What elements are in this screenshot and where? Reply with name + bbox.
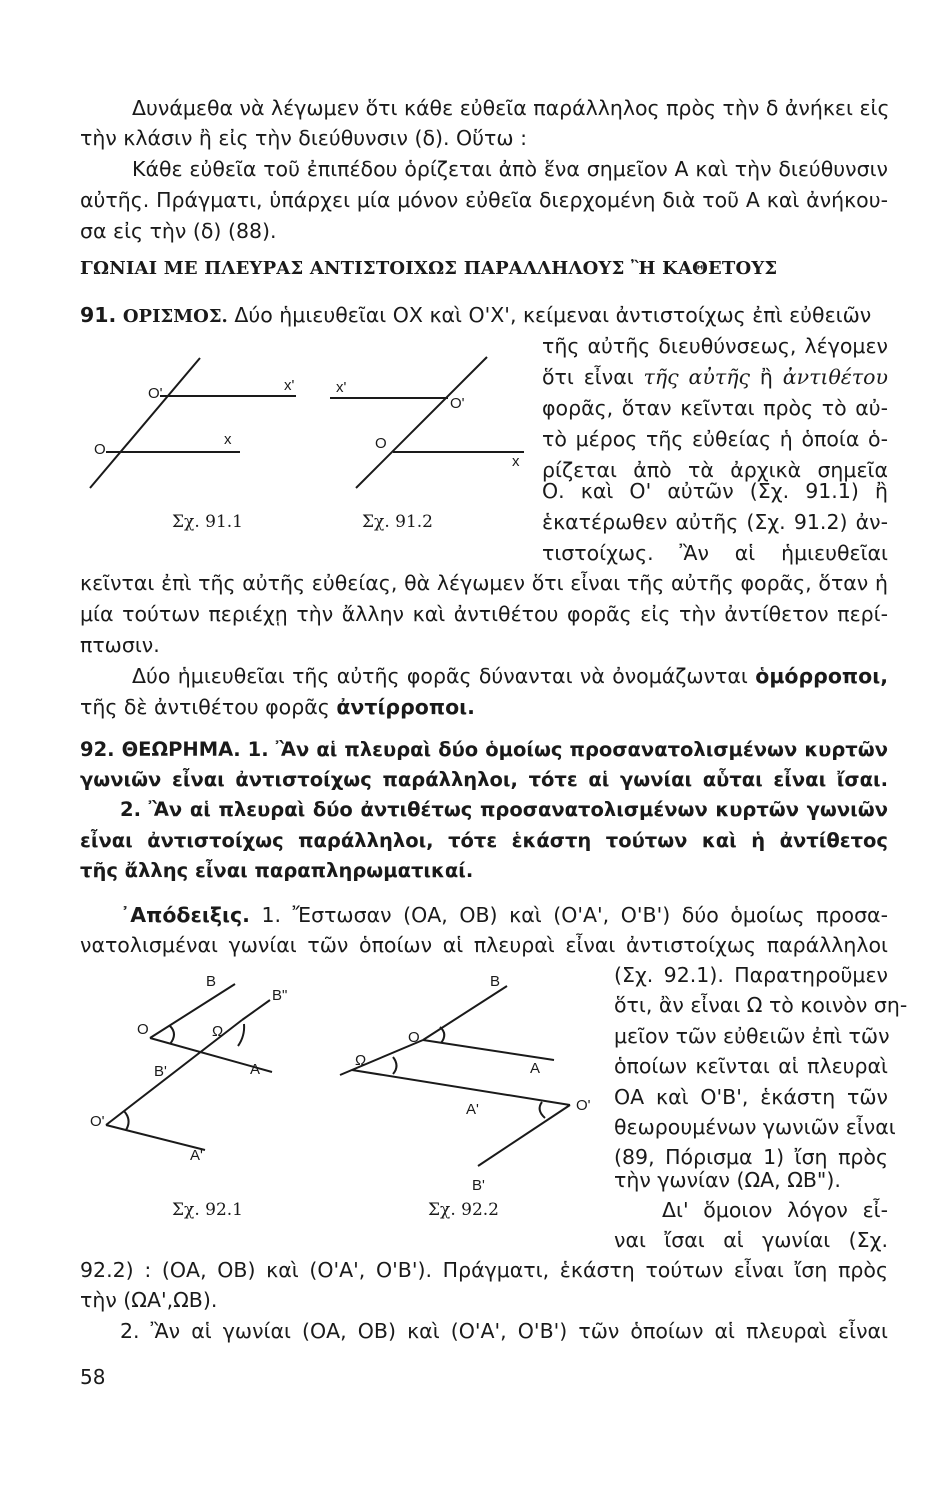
proof-line-1-text: 1. Ἔστωσαν (ΟΑ, ΟΒ) καὶ (Ο'Α', Ο'Β') δύο ὁμοίως προσα- [261, 903, 888, 927]
def91-number: 91. [80, 303, 117, 327]
figure-92-1 [106, 984, 272, 1150]
def91-right-8: τιστοίχως. Ἂν αἱ ἡμιευθεῖαι [542, 541, 888, 565]
def91-r2-same: τῆς αὐτῆς [643, 365, 750, 389]
intro-line-4: αὐτῆς. Πράγματι, ὑπάρχει μία μόνον εὐθεῖα διερχομένη διὰ τοῦ Α καὶ ἀνήκου- [80, 188, 888, 212]
proof-label: ᾿Απόδειξις. [120, 903, 250, 927]
def91-r2-opposite: ἀντιθέτου [782, 365, 888, 389]
fig92-2-label-B: B [490, 973, 501, 990]
def91-full-1: κεῖνται ἐπὶ τῆς αὐτῆς εὐθείας, θὰ λέγωμεν ὅτι εἶναι τῆς αὐτῆς φορᾶς, ὅταν ἡ [80, 571, 888, 595]
fig92-2-caption: Σχ. 92.2 [428, 1200, 499, 1220]
fig92-1-caption: Σχ. 92.1 [172, 1200, 243, 1220]
def91-right-6: Ο. καὶ Ο' αὐτῶν (Σχ. 91.1) ἢ [542, 479, 888, 503]
proof-line-2: νατολισμέναι γωνίαι τῶν ὁποίων αἱ πλευραὶ εἶναι ἀντιστοίχως παράλληλοι [80, 933, 888, 957]
fig92-1-label-Aprime: A' [190, 1147, 203, 1164]
proof-right-7: (89, Πόρισμα 1) ἴση πρὸς [614, 1145, 888, 1169]
proof-line-1 [120, 902, 888, 928]
intro-line-1: Δυνάμεθα νὰ λέγωμεν ὅτι κάθε εὐθεῖα παράλληλος πρὸς τὴν δ ἀνήκει εἰς [132, 96, 890, 120]
fig92-2-ray-OB [423, 986, 507, 1040]
fig91-1-label-xprime: x' [284, 377, 295, 394]
def91-label: ΟΡΙΣΜΟΣ. [122, 306, 228, 327]
figure-91-2 [330, 357, 524, 488]
def91-right-7: ἑκατέρωθεν αὐτῆς (Σχ. 91.2) ἀν- [542, 510, 888, 534]
proof-full-3: 2. Ἂν αἱ γωνίαι (ΟΑ, ΟΒ) καὶ (Ο'Α', Ο'Β') τῶν ὁποίων αἱ πλευραὶ εἶναι [120, 1319, 888, 1343]
term-homorropoi: ὁμόρροποι, [755, 664, 888, 688]
fig91-1-label-oprime: O' [148, 385, 163, 402]
fig92-1-label-Bdbl: B" [272, 987, 288, 1004]
proof-full-2: τὴν (ΩΑ',ΩΒ). [80, 1288, 218, 1312]
fig92-1-ray-omega-Bdbl [242, 1000, 270, 1020]
fig92-1-arc-O [170, 1026, 174, 1044]
thm92-line-5: τῆς ἄλλης εἶναι παραπληρωματικαί. [80, 859, 474, 882]
page-number: 58 [80, 1365, 106, 1389]
proof-right-2: ὅτι, ἂν εἶναι Ω τὸ κοινὸν ση- [614, 993, 908, 1017]
fig92-1-arc-omega [238, 1024, 244, 1046]
proof-right-10: ναι ἴσαι αἱ γωνίαι (Σχ. [614, 1228, 888, 1252]
fig92-2-ray-OA [423, 1040, 554, 1060]
def91-right-3: φορᾶς, ὅταν κεῖνται πρὸς τὸ αὐ- [542, 396, 888, 420]
fig92-1-label-omega: Ω [212, 1023, 224, 1040]
proof-right-1: (Σχ. 92.1). Παρατηροῦμεν [614, 963, 888, 987]
def91-para-1-text: Δύο ἡμιευθεῖαι τῆς αὐτῆς φορᾶς δύνανται νὰ ὀνομάζωνται [132, 664, 748, 688]
fig92-1-label-Oprime: O' [90, 1113, 105, 1130]
fig92-1-arc-Oprime [124, 1111, 129, 1130]
fig92-1-label-Bprime: B' [154, 1063, 167, 1080]
fig92-2-label-omega: Ω [355, 1052, 367, 1069]
fig91-2-transversal [356, 357, 487, 488]
fig91-2-label-oprime: O' [450, 395, 465, 412]
def91-r2-or: ἢ [759, 365, 773, 389]
def91-right-1: τῆς αὐτῆς διευθύνσεως, λέγομεν [542, 334, 888, 358]
fig92-1-label-O: O [137, 1021, 149, 1038]
proof-full-1: 92.2) : (ΟΑ, ΟΒ) καὶ (Ο'Α', Ο'Β'). Πράγματι, ἑκάστη τούτων εἶναι ἴση πρὸς [80, 1258, 888, 1282]
term-antirropoi: ἀντίρροποι. [336, 695, 475, 719]
thm92-line-3: 2. Ἂν αἱ πλευραὶ δύο ἀντιθέτως προσανατολισμένων κυρτῶν γωνιῶν [120, 798, 888, 821]
fig91-2-label-o: O [375, 435, 387, 452]
intro-line-5: σα εἰς τὴν (δ) (88). [80, 219, 277, 243]
fig92-2-label-Aprime: A' [466, 1101, 479, 1118]
fig92-2-arc-Oprime [540, 1102, 545, 1118]
proof-right-4: ὁποίων κεῖνται αἱ πλευραὶ [614, 1054, 888, 1078]
def91-full-2: μία τούτων περιέχῃ τὴν ἄλλην καὶ ἀντιθέτου φορᾶς εἰς τὴν ἀντίθετον περί- [80, 602, 888, 626]
def91-right-4: τὸ μέρος τῆς εὐθείας ἡ ὁποία ὁ- [542, 427, 888, 451]
fig92-1-label-B: B [206, 973, 217, 990]
figure-91-1 [90, 358, 296, 488]
fig91-1-label-x: x [224, 431, 232, 448]
fig92-2-ray-OprimeBprime [478, 1105, 570, 1166]
proof-right-6: θεωρουμένων γωνιῶν εἶναι [614, 1115, 896, 1139]
def91-r2-text: ὅτι εἶναι [542, 365, 634, 389]
fig91-1-caption: Σχ. 91.1 [172, 512, 243, 532]
fig91-1-transversal [90, 358, 200, 488]
fig92-2-label-Bprime: B' [472, 1177, 485, 1194]
fig92-1-label-A: A [250, 1061, 261, 1078]
def91-para-2-text: τῆς δὲ ἀντιθέτου φορᾶς [80, 695, 330, 719]
fig92-2-label-A: A [530, 1060, 541, 1077]
fig91-2-label-x: x [512, 453, 520, 470]
proof-right-5: ΟΑ καὶ Ο'Β', ἑκάστη τῶν [614, 1085, 888, 1109]
thm92-line-4: εἶναι ἀντιστοίχως παράλληλοι, τότε ἑκάστη τούτων καὶ ἡ ἀντίθετος [80, 829, 888, 852]
fig92-2-label-O: O [408, 1029, 420, 1046]
def91-full-3: πτωσιν. [80, 633, 160, 657]
thm92-line-2: γωνιῶν εἶναι ἀντιστοίχως παράλληλοι, τότε αἱ γωνίαι αὗται εἶναι ἴσαι. [80, 768, 888, 791]
intro-line-2: τὴν κλάσιν ἢ εἰς τὴν διεύθυνσιν (δ). Οὕτω : [80, 126, 527, 150]
fig92-2-label-Oprime: O' [576, 1097, 591, 1114]
thm92-line-1: 92. ΘΕΩΡΗΜΑ. 1. Ἂν αἱ πλευραὶ δύο ὁμοίως προσανατολισμένων κυρτῶν [80, 738, 888, 761]
fig91-2-label-xprime: x' [336, 379, 347, 396]
proof-right-9: Δι' ὅμοιον λόγον εἶ- [662, 1198, 888, 1222]
fig91-1-label-o: O [94, 441, 106, 458]
proof-right-8: τὴν γωνίαν (ΩΑ, ΩΒ"). [614, 1168, 841, 1192]
intro-line-3: Κάθε εὐθεῖα τοῦ ἐπιπέδου ὁρίζεται ἀπὸ ἕνα σημεῖον Α καὶ τὴν διεύθυνσιν [132, 157, 888, 181]
fig92-2-arc-omega [393, 1057, 397, 1074]
fig91-2-caption: Σχ. 91.2 [362, 512, 433, 532]
def91-first-text: Δύο ἡμιευθεῖαι ΟΧ καὶ Ο'Χ', κείμεναι ἀντιστοίχως ἐπὶ εὐθειῶν [234, 303, 872, 327]
section-heading: ΓΩΝΙΑΙ ΜΕ ΠΛΕΥΡΑΣ ΑΝΤΙΣΤΟΙΧΩΣ ΠΑΡΑΛΛΗΛΟΥΣ Ἢ ΚΑΘΕΤΟΥΣ [80, 258, 778, 279]
proof-right-3: μεῖον τῶν εὐθειῶν ἐπὶ τῶν [614, 1024, 890, 1048]
def91-right-5: ρίζεται ἀπὸ τὰ ἀρχικὰ σημεῖα [542, 458, 888, 482]
